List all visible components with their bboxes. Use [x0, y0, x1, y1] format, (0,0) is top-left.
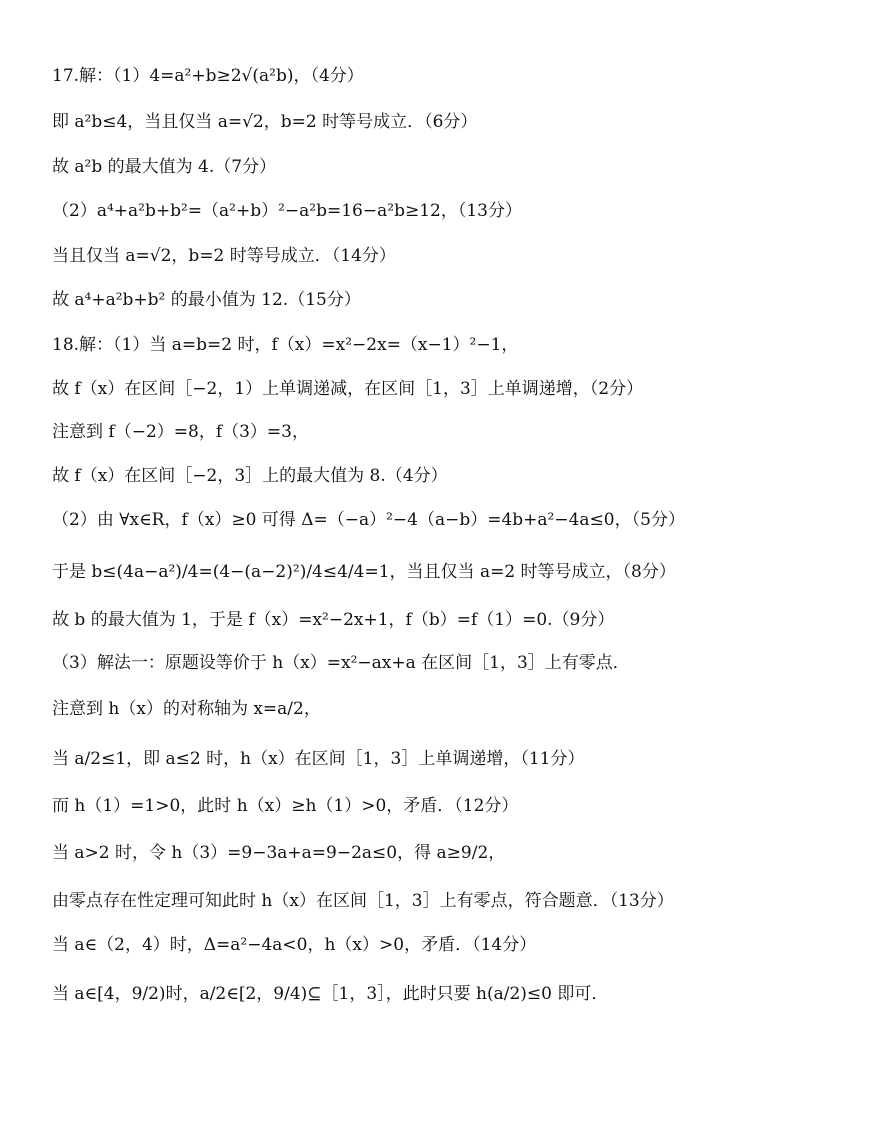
solution-17-line-5: 当且仅当 a=√2，b=2 时等号成立．（14分）: [52, 246, 396, 266]
solution-17-line-4: （2）a⁴+a²b+b²=（a²+b）²−a²b=16−a²b≥12，（13分）: [52, 201, 522, 221]
solution-18-line-2: 故 f（x）在区间［−2，1）上单调递减，在区间［1，3］上单调递增，（2分）: [52, 379, 644, 399]
solution-18-line-4: 故 f（x）在区间［−2，3］上的最大值为 8.（4分）: [52, 466, 448, 486]
solution-18-line-15: 当 a∈[4，9/2)时，a/2∈[2，9/4)⊆［1，3］，此时只要 h(a/2)≤0 即可．: [52, 984, 609, 1004]
solution-17-line-1: 17.解：（1）4=a²+b≥2√(a²b)，（4分）: [52, 66, 364, 86]
solution-18-line-3: 注意到 f（−2）=8，f（3）=3，: [52, 422, 309, 442]
solution-18-line-10: 当 a/2≤1，即 a≤2 时，h（x）在区间［1，3］上单调递增，（11分）: [52, 749, 585, 769]
solution-18-line-13: 由零点存在性定理可知此时 h（x）在区间［1，3］上有零点，符合题意．（13分）: [52, 891, 674, 911]
solution-18-line-11: 而 h（1）=1>0，此时 h（x）≥h（1）>0，矛盾．（12分）: [52, 796, 519, 816]
solution-18-line-8: （3）解法一：原题设等价于 h（x）=x²−ax+a 在区间［1，3］上有零点．: [52, 653, 630, 673]
solution-18-line-12: 当 a>2 时，令 h（3）=9−3a+a=9−2a≤0，得 a≥9/2，: [52, 843, 506, 863]
solution-18-line-9: 注意到 h（x）的对称轴为 x=a/2，: [52, 699, 321, 719]
solution-17-line-2: 即 a²b≤4，当且仅当 a=√2，b=2 时等号成立．（6分）: [52, 112, 478, 132]
solution-17-line-3: 故 a²b 的最大值为 4.（7分）: [52, 157, 277, 177]
solution-18-line-14: 当 a∈（2，4）时，Δ=a²−4a<0，h（x）>0，矛盾．（14分）: [52, 935, 537, 955]
solution-18-line-5: （2）由 ∀x∈R，f（x）≥0 可得 Δ=（−a）²−4（a−b）=4b+a²−4a≤0，（5分）: [52, 510, 685, 530]
solution-18-line-7: 故 b 的最大值为 1，于是 f（x）=x²−2x+1，f（b）=f（1）=0.（9分）: [52, 610, 615, 630]
solution-18-line-6: 于是 b≤(4a−a²)/4=(4−(a−2)²)/4≤4/4=1，当且仅当 a=2 时等号成立，（8分）: [52, 562, 676, 582]
solution-18-line-1: 18.解：（1）当 a=b=2 时，f（x）=x²−2x=（x−1）²−1，: [52, 335, 519, 355]
solution-17-line-6: 故 a⁴+a²b+b² 的最小值为 12.（15分）: [52, 290, 361, 310]
